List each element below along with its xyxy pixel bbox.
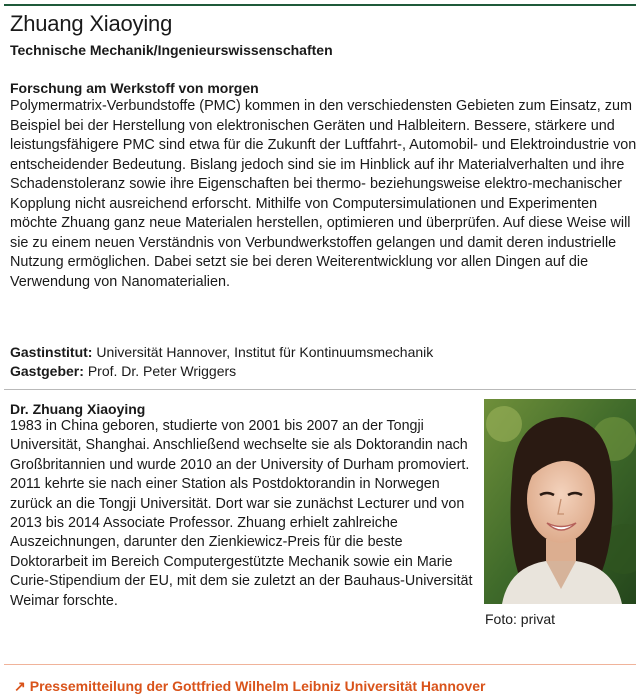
press-release-link[interactable]	[14, 678, 485, 695]
research-text: Polymermatrix-Verbundstoffe (PMC) kommen in den verschiedensten Gebieten zum Einsatz, zum Beispiel bei der Herstellung von elektronischen Geräten und Halbleitern. Bessere, stärkere und leistungsfähigere PMC sind etwa für die Zukunft der Luftfahrt-, Automobil- und Elektroindustrie von entscheidender Bedeutung. Bislang jedoch sind sie im Hinblick auf ihr Materialverhalten und ihre Schadenstoleranz sowie ihre Eigenschaften bei thermo- beziehungsweise elektro-mechanischer Kopplung nicht ausreichend erforscht. Mithilfe von Computersimulationen und Experimenten möchte Zhuang ganz neue Materialen herstellen, optimieren und überprüfen. Auf diese Weise will sie zu einem neuen Verständnis von Verbundwerkstoffen gelangen und damit deren industrielle Nutzung ermöglichen. Dabei setzt sie bei deren Weiterentwicklung vor allen Dingen auf die Verwendung von Nanomaterialien.	[10, 98, 637, 290]
guest-institute-label: Gastinstitut:	[10, 344, 93, 360]
top-rule	[4, 4, 636, 6]
host-line	[10, 362, 236, 380]
guest-institute-line	[10, 343, 433, 361]
guest-institute-value: Universität Hannover, Institut für Kontinuumsmechanik	[96, 344, 434, 360]
press-release-link-text: Pressemitteilung der Gottfried Wilhelm Leibniz Universität Hannover	[29, 678, 486, 694]
host-value: Prof. Dr. Peter Wriggers	[87, 363, 237, 379]
field-subtitle: Technische Mechanik/Ingenieurswissenschaften	[10, 42, 333, 58]
portrait-photo	[484, 399, 636, 604]
bio-heading: Dr. Zhuang Xiaoying	[10, 401, 146, 417]
host-label: Gastgeber:	[10, 363, 84, 379]
page-title: Zhuang Xiaoying	[10, 11, 173, 36]
bio-text: 1983 in China geboren, studierte von 2001 bis 2007 an der Tongji Universität, Shanghai. Anschließend wechselte sie als Doktorandin nach Großbritannien und wurde 2010 an der University of Durham promoviert. 2011 kehrte sie nach einer Station als Postdoktorandin in Norwegen zurück an die Tongji Universität. Dort war sie zunächst Lecturer und von 2013 bis 2014 Associate Professor. Zhuang erhielt zahlreiche Auszeichnungen, darunter den Zienkiewicz-Preis für die beste Doktorarbeit im Bereich Computergestützte Mechanik sowie ein Marie Curie-Stipendium der EU, mit dem sie zuletzt an der Bauhaus-Universität Weimar forschte.	[10, 418, 473, 609]
photo-caption: Foto: privat	[485, 611, 556, 627]
external-link-icon: ↗	[14, 678, 26, 694]
section-divider	[4, 389, 636, 390]
research-heading: Forschung am Werkstoff von morgen	[10, 80, 259, 96]
footer-rule	[4, 664, 636, 665]
